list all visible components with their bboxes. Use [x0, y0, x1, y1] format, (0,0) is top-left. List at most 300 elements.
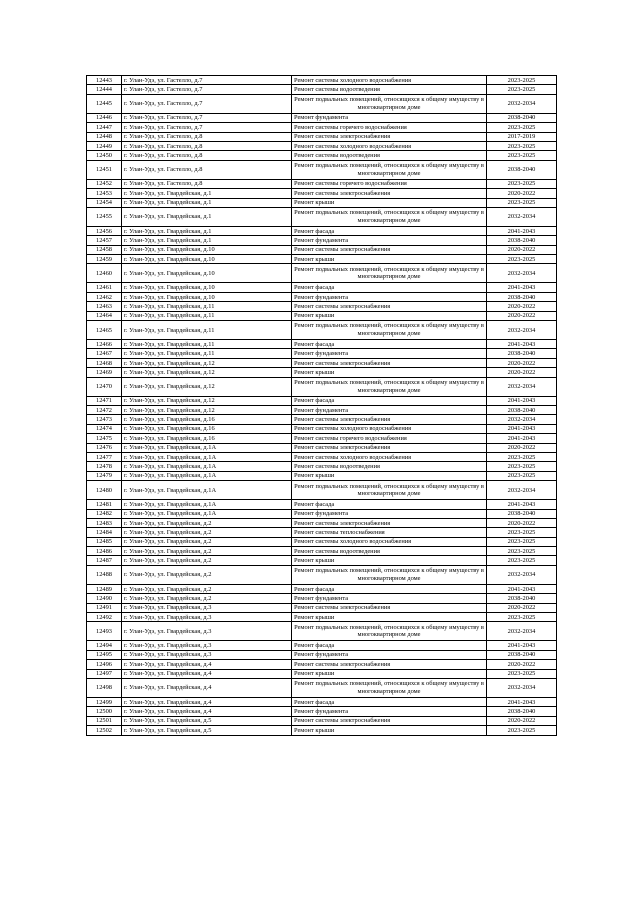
period-cell: 2038-2040 — [487, 707, 557, 716]
table-row — [87, 141, 557, 150]
row-number-cell: 12496 — [87, 660, 122, 669]
work-type-cell: Ремонт системы горячего водоснабжения — [292, 123, 487, 132]
table-row — [87, 283, 557, 292]
work-type-cell: Ремонт фасада — [292, 500, 487, 509]
table-row — [87, 94, 557, 113]
work-type-cell: Ремонт системы холодного водоснабжения — [292, 537, 487, 546]
period-cell: 2020-2022 — [487, 189, 557, 198]
table-row — [87, 500, 557, 509]
work-type-cell: Ремонт системы горячего водоснабжения — [292, 434, 487, 443]
period-cell: 2023-2025 — [487, 141, 557, 150]
work-type-cell: Ремонт крыши — [292, 613, 487, 622]
table-row — [87, 132, 557, 141]
row-number-cell: 12493 — [87, 622, 122, 641]
period-cell: 2038-2040 — [487, 236, 557, 245]
row-number-cell: 12472 — [87, 405, 122, 414]
table-row — [87, 179, 557, 188]
table-row — [87, 151, 557, 160]
table-row — [87, 321, 557, 340]
work-type-cell: Ремонт подвальных помещений, относящихся к общему имуществу в многоквартирном доме — [292, 264, 487, 283]
table-row — [87, 226, 557, 235]
period-cell: 2023-2025 — [487, 76, 557, 85]
period-cell: 2020-2022 — [487, 245, 557, 254]
work-type-cell: Ремонт системы электроснабжения — [292, 660, 487, 669]
row-number-cell: 12465 — [87, 321, 122, 340]
table-row — [87, 452, 557, 461]
period-cell: 2032-2034 — [487, 377, 557, 396]
table-row — [87, 613, 557, 622]
row-number-cell: 12459 — [87, 255, 122, 264]
period-cell: 2023-2025 — [487, 528, 557, 537]
address-cell: г. Улан-Удэ, ул. Гастелло, д.7 — [122, 85, 292, 94]
address-cell: г. Улан-Удэ, ул. Гвардейская, д.12 — [122, 358, 292, 367]
row-number-cell: 12483 — [87, 518, 122, 527]
table-row — [87, 123, 557, 132]
row-number-cell: 12456 — [87, 226, 122, 235]
period-cell: 2017-2019 — [487, 132, 557, 141]
work-type-cell: Ремонт системы электроснабжения — [292, 189, 487, 198]
row-number-cell: 12478 — [87, 462, 122, 471]
work-type-cell: Ремонт крыши — [292, 198, 487, 207]
address-cell: г. Улан-Удэ, ул. Гвардейская, д.1 — [122, 236, 292, 245]
address-cell: г. Улан-Удэ, ул. Гвардейская, д.3 — [122, 641, 292, 650]
period-cell: 2038-2040 — [487, 650, 557, 659]
table-row — [87, 189, 557, 198]
row-number-cell: 12452 — [87, 179, 122, 188]
work-type-cell: Ремонт системы электроснабжения — [292, 302, 487, 311]
period-cell: 2041-2043 — [487, 641, 557, 650]
row-number-cell: 12475 — [87, 434, 122, 443]
address-cell: г. Улан-Удэ, ул. Гвардейская, д.1 — [122, 198, 292, 207]
table-row — [87, 264, 557, 283]
document-page — [86, 75, 556, 736]
work-type-cell: Ремонт системы теплоснабжения — [292, 528, 487, 537]
table-row — [87, 471, 557, 480]
table-row — [87, 85, 557, 94]
table-row — [87, 650, 557, 659]
row-number-cell: 12451 — [87, 160, 122, 179]
address-cell: г. Улан-Удэ, ул. Гвардейская, д.1 — [122, 226, 292, 235]
row-number-cell: 12460 — [87, 264, 122, 283]
row-number-cell: 12485 — [87, 537, 122, 546]
period-cell: 2023-2025 — [487, 556, 557, 565]
address-cell: г. Улан-Удэ, ул. Гвардейская, д.11 — [122, 311, 292, 320]
address-cell: г. Улан-Удэ, ул. Гвардейская, д.12 — [122, 377, 292, 396]
work-type-cell: Ремонт системы горячего водоснабжения — [292, 179, 487, 188]
table-row — [87, 207, 557, 226]
period-cell: 2041-2043 — [487, 340, 557, 349]
period-cell: 2023-2025 — [487, 179, 557, 188]
period-cell: 2032-2034 — [487, 415, 557, 424]
row-number-cell: 12470 — [87, 377, 122, 396]
row-number-cell: 12457 — [87, 236, 122, 245]
table-row — [87, 518, 557, 527]
table-row — [87, 603, 557, 612]
period-cell: 2023-2025 — [487, 198, 557, 207]
row-number-cell: 12500 — [87, 707, 122, 716]
work-type-cell: Ремонт фундамента — [292, 292, 487, 301]
row-number-cell: 12448 — [87, 132, 122, 141]
period-cell: 2020-2022 — [487, 603, 557, 612]
work-type-cell: Ремонт крыши — [292, 368, 487, 377]
row-number-cell: 12481 — [87, 500, 122, 509]
work-type-cell: Ремонт подвальных помещений, относящихся к общему имуществу в многоквартирном доме — [292, 321, 487, 340]
row-number-cell: 12487 — [87, 556, 122, 565]
work-type-cell: Ремонт подвальных помещений, относящихся к общему имуществу в многоквартирном доме — [292, 622, 487, 641]
address-cell: г. Улан-Удэ, ул. Гастелло, д.8 — [122, 141, 292, 150]
work-type-cell: Ремонт системы холодного водоснабжения — [292, 76, 487, 85]
period-cell: 2020-2022 — [487, 358, 557, 367]
period-cell: 2020-2022 — [487, 518, 557, 527]
table-row — [87, 113, 557, 122]
table-body — [87, 76, 557, 736]
address-cell: г. Улан-Удэ, ул. Гвардейская, д.11 — [122, 349, 292, 358]
address-cell: г. Улан-Удэ, ул. Гвардейская, д.1А — [122, 509, 292, 518]
table-row — [87, 556, 557, 565]
row-number-cell: 12464 — [87, 311, 122, 320]
work-type-cell: Ремонт подвальных помещений, относящихся к общему имуществу в многоквартирном доме — [292, 481, 487, 500]
address-cell: г. Улан-Удэ, ул. Гвардейская, д.12 — [122, 396, 292, 405]
row-number-cell: 12444 — [87, 85, 122, 94]
address-cell: г. Улан-Удэ, ул. Гвардейская, д.2 — [122, 528, 292, 537]
row-number-cell: 12463 — [87, 302, 122, 311]
table-row — [87, 641, 557, 650]
period-cell: 2038-2040 — [487, 160, 557, 179]
work-type-cell: Ремонт системы водоотведения — [292, 462, 487, 471]
period-cell: 2032-2034 — [487, 565, 557, 584]
table-row — [87, 697, 557, 706]
address-cell: г. Улан-Удэ, ул. Гастелло, д.8 — [122, 160, 292, 179]
address-cell: г. Улан-Удэ, ул. Гвардейская, д.2 — [122, 537, 292, 546]
address-cell: г. Улан-Удэ, ул. Гастелло, д.7 — [122, 113, 292, 122]
address-cell: г. Улан-Удэ, ул. Гвардейская, д.3 — [122, 603, 292, 612]
period-cell: 2020-2022 — [487, 368, 557, 377]
row-number-cell: 12477 — [87, 452, 122, 461]
work-type-cell: Ремонт системы электроснабжения — [292, 245, 487, 254]
period-cell: 2023-2025 — [487, 547, 557, 556]
address-cell: г. Улан-Удэ, ул. Гвардейская, д.16 — [122, 434, 292, 443]
address-cell: г. Улан-Удэ, ул. Гвардейская, д.4 — [122, 707, 292, 716]
work-type-cell: Ремонт крыши — [292, 556, 487, 565]
work-type-cell: Ремонт системы электроснабжения — [292, 603, 487, 612]
address-cell: г. Улан-Удэ, ул. Гвардейская, д.12 — [122, 368, 292, 377]
row-number-cell: 12455 — [87, 207, 122, 226]
work-type-cell: Ремонт фасада — [292, 396, 487, 405]
work-type-cell: Ремонт крыши — [292, 669, 487, 678]
work-type-cell: Ремонт фундамента — [292, 650, 487, 659]
row-number-cell: 12468 — [87, 358, 122, 367]
row-number-cell: 12489 — [87, 584, 122, 593]
work-type-cell: Ремонт системы водоотведения — [292, 85, 487, 94]
work-type-cell: Ремонт системы электроснабжения — [292, 415, 487, 424]
address-cell: г. Улан-Удэ, ул. Гастелло, д.8 — [122, 132, 292, 141]
work-type-cell: Ремонт подвальных помещений, относящихся к общему имуществу в многоквартирном доме — [292, 678, 487, 697]
period-cell: 2041-2043 — [487, 697, 557, 706]
table-row — [87, 358, 557, 367]
address-cell: г. Улан-Удэ, ул. Гвардейская, д.16 — [122, 424, 292, 433]
period-cell: 2038-2040 — [487, 594, 557, 603]
row-number-cell: 12479 — [87, 471, 122, 480]
work-type-cell: Ремонт фасада — [292, 697, 487, 706]
address-cell: г. Улан-Удэ, ул. Гвардейская, д.4 — [122, 660, 292, 669]
row-number-cell: 12449 — [87, 141, 122, 150]
row-number-cell: 12473 — [87, 415, 122, 424]
row-number-cell: 12484 — [87, 528, 122, 537]
table-row — [87, 707, 557, 716]
address-cell: г. Улан-Удэ, ул. Гвардейская, д.1А — [122, 462, 292, 471]
table-row — [87, 594, 557, 603]
work-type-cell: Ремонт фундамента — [292, 509, 487, 518]
table-row — [87, 340, 557, 349]
period-cell: 2023-2025 — [487, 462, 557, 471]
work-type-cell: Ремонт системы электроснабжения — [292, 358, 487, 367]
work-type-cell: Ремонт системы водоотведения — [292, 547, 487, 556]
period-cell: 2032-2034 — [487, 207, 557, 226]
table-row — [87, 424, 557, 433]
address-cell: г. Улан-Удэ, ул. Гастелло, д.7 — [122, 76, 292, 85]
row-number-cell: 12480 — [87, 481, 122, 500]
row-number-cell: 12469 — [87, 368, 122, 377]
address-cell: г. Улан-Удэ, ул. Гвардейская, д.3 — [122, 613, 292, 622]
period-cell: 2038-2040 — [487, 509, 557, 518]
work-type-cell: Ремонт крыши — [292, 726, 487, 735]
work-type-cell: Ремонт фасада — [292, 641, 487, 650]
row-number-cell: 12458 — [87, 245, 122, 254]
row-number-cell: 12486 — [87, 547, 122, 556]
work-type-cell: Ремонт подвальных помещений, относящихся к общему имуществу в многоквартирном доме — [292, 377, 487, 396]
row-number-cell: 12447 — [87, 123, 122, 132]
row-number-cell: 12471 — [87, 396, 122, 405]
work-type-cell: Ремонт крыши — [292, 255, 487, 264]
period-cell: 2020-2022 — [487, 302, 557, 311]
row-number-cell: 12450 — [87, 151, 122, 160]
period-cell: 2032-2034 — [487, 678, 557, 697]
row-number-cell: 12497 — [87, 669, 122, 678]
period-cell: 2032-2034 — [487, 481, 557, 500]
address-cell: г. Улан-Удэ, ул. Гвардейская, д.10 — [122, 264, 292, 283]
table-row — [87, 255, 557, 264]
row-number-cell: 12498 — [87, 678, 122, 697]
period-cell: 2041-2043 — [487, 396, 557, 405]
row-number-cell: 12490 — [87, 594, 122, 603]
row-number-cell: 12502 — [87, 726, 122, 735]
period-cell: 2041-2043 — [487, 424, 557, 433]
work-type-cell: Ремонт фасада — [292, 226, 487, 235]
address-cell: г. Улан-Удэ, ул. Гвардейская, д.5 — [122, 726, 292, 735]
period-cell: 2032-2034 — [487, 321, 557, 340]
work-type-cell: Ремонт крыши — [292, 311, 487, 320]
row-number-cell: 12462 — [87, 292, 122, 301]
address-cell: г. Улан-Удэ, ул. Гвардейская, д.2 — [122, 584, 292, 593]
address-cell: г. Улан-Удэ, ул. Гастелло, д.8 — [122, 179, 292, 188]
row-number-cell: 12488 — [87, 565, 122, 584]
work-type-cell: Ремонт системы электроснабжения — [292, 518, 487, 527]
address-cell: г. Улан-Удэ, ул. Гвардейская, д.2 — [122, 565, 292, 584]
period-cell: 2041-2043 — [487, 584, 557, 593]
period-cell: 2038-2040 — [487, 292, 557, 301]
period-cell: 2023-2025 — [487, 255, 557, 264]
period-cell: 2038-2040 — [487, 349, 557, 358]
table-row — [87, 292, 557, 301]
table-row — [87, 302, 557, 311]
period-cell: 2023-2025 — [487, 537, 557, 546]
work-type-cell: Ремонт фундамента — [292, 236, 487, 245]
period-cell: 2020-2022 — [487, 443, 557, 452]
address-cell: г. Улан-Удэ, ул. Гвардейская, д.11 — [122, 321, 292, 340]
table-row — [87, 443, 557, 452]
period-cell: 2020-2022 — [487, 716, 557, 725]
address-cell: г. Улан-Удэ, ул. Гвардейская, д.1А — [122, 500, 292, 509]
address-cell: г. Улан-Удэ, ул. Гвардейская, д.10 — [122, 245, 292, 254]
period-cell: 2023-2025 — [487, 452, 557, 461]
address-cell: г. Улан-Удэ, ул. Гвардейская, д.11 — [122, 340, 292, 349]
work-type-cell: Ремонт системы электроснабжения — [292, 716, 487, 725]
table-row — [87, 198, 557, 207]
work-type-cell: Ремонт подвальных помещений, относящихся к общему имуществу в многоквартирном доме — [292, 94, 487, 113]
work-type-cell: Ремонт фундамента — [292, 405, 487, 414]
table-row — [87, 396, 557, 405]
period-cell: 2041-2043 — [487, 434, 557, 443]
period-cell: 2020-2022 — [487, 311, 557, 320]
address-cell: г. Улан-Удэ, ул. Гвардейская, д.5 — [122, 716, 292, 725]
table-row — [87, 481, 557, 500]
address-cell: г. Улан-Удэ, ул. Гвардейская, д.1А — [122, 471, 292, 480]
table-row — [87, 537, 557, 546]
row-number-cell: 12494 — [87, 641, 122, 650]
table-row — [87, 678, 557, 697]
row-number-cell: 12443 — [87, 76, 122, 85]
work-type-cell: Ремонт подвальных помещений, относящихся к общему имуществу в многоквартирном доме — [292, 207, 487, 226]
table-row — [87, 660, 557, 669]
row-number-cell: 12445 — [87, 94, 122, 113]
work-type-cell: Ремонт фасада — [292, 584, 487, 593]
address-cell: г. Улан-Удэ, ул. Гвардейская, д.2 — [122, 547, 292, 556]
table-row — [87, 311, 557, 320]
period-cell: 2041-2043 — [487, 283, 557, 292]
row-number-cell: 12476 — [87, 443, 122, 452]
table-row — [87, 76, 557, 85]
period-cell: 2038-2040 — [487, 113, 557, 122]
work-type-cell: Ремонт подвальных помещений, относящихся к общему имуществу в многоквартирном доме — [292, 565, 487, 584]
address-cell: г. Улан-Удэ, ул. Гвардейская, д.1А — [122, 481, 292, 500]
table-row — [87, 160, 557, 179]
table-row — [87, 434, 557, 443]
period-cell: 2023-2025 — [487, 726, 557, 735]
table-row — [87, 622, 557, 641]
work-type-cell: Ремонт системы холодного водоснабжения — [292, 141, 487, 150]
address-cell: г. Улан-Удэ, ул. Гастелло, д.7 — [122, 94, 292, 113]
address-cell: г. Улан-Удэ, ул. Гвардейская, д.1А — [122, 443, 292, 452]
row-number-cell: 12446 — [87, 113, 122, 122]
work-type-cell: Ремонт фундамента — [292, 707, 487, 716]
row-number-cell: 12501 — [87, 716, 122, 725]
address-cell: г. Улан-Удэ, ул. Гвардейская, д.1 — [122, 189, 292, 198]
address-cell: г. Улан-Удэ, ул. Гвардейская, д.2 — [122, 594, 292, 603]
row-number-cell: 12492 — [87, 613, 122, 622]
address-cell: г. Улан-Удэ, ул. Гвардейская, д.4 — [122, 678, 292, 697]
address-cell: г. Улан-Удэ, ул. Гвардейская, д.10 — [122, 283, 292, 292]
table-row — [87, 547, 557, 556]
address-cell: г. Улан-Удэ, ул. Гвардейская, д.10 — [122, 255, 292, 264]
table-row — [87, 245, 557, 254]
address-cell: г. Улан-Удэ, ул. Гвардейская, д.2 — [122, 518, 292, 527]
table-row — [87, 528, 557, 537]
address-cell: г. Улан-Удэ, ул. Гвардейская, д.2 — [122, 556, 292, 565]
address-cell: г. Улан-Удэ, ул. Гвардейская, д.4 — [122, 697, 292, 706]
work-type-cell: Ремонт системы водоотведения — [292, 151, 487, 160]
table-row — [87, 349, 557, 358]
period-cell: 2038-2040 — [487, 405, 557, 414]
work-type-cell: Ремонт фасада — [292, 340, 487, 349]
period-cell: 2023-2025 — [487, 613, 557, 622]
period-cell: 2041-2043 — [487, 500, 557, 509]
address-cell: г. Улан-Удэ, ул. Гвардейская, д.3 — [122, 650, 292, 659]
row-number-cell: 12482 — [87, 509, 122, 518]
period-cell: 2020-2022 — [487, 660, 557, 669]
period-cell: 2032-2034 — [487, 94, 557, 113]
period-cell: 2023-2025 — [487, 471, 557, 480]
address-cell: г. Улан-Удэ, ул. Гвардейская, д.1 — [122, 207, 292, 226]
table-row — [87, 726, 557, 735]
table-row — [87, 377, 557, 396]
address-cell: г. Улан-Удэ, ул. Гвардейская, д.12 — [122, 405, 292, 414]
row-number-cell: 12491 — [87, 603, 122, 612]
table-row — [87, 584, 557, 593]
row-number-cell: 12461 — [87, 283, 122, 292]
address-cell: г. Улан-Удэ, ул. Гвардейская, д.1А — [122, 452, 292, 461]
work-type-cell: Ремонт фундамента — [292, 113, 487, 122]
row-number-cell: 12467 — [87, 349, 122, 358]
row-number-cell: 12466 — [87, 340, 122, 349]
address-cell: г. Улан-Удэ, ул. Гвардейская, д.4 — [122, 669, 292, 678]
address-cell: г. Улан-Удэ, ул. Гвардейская, д.16 — [122, 415, 292, 424]
repair-schedule-table — [86, 75, 557, 736]
period-cell: 2032-2034 — [487, 264, 557, 283]
address-cell: г. Улан-Удэ, ул. Гастелло, д.8 — [122, 151, 292, 160]
table-row — [87, 669, 557, 678]
work-type-cell: Ремонт системы холодного водоснабжения — [292, 424, 487, 433]
table-row — [87, 509, 557, 518]
row-number-cell: 12454 — [87, 198, 122, 207]
address-cell: г. Улан-Удэ, ул. Гвардейская, д.3 — [122, 622, 292, 641]
table-row — [87, 236, 557, 245]
period-cell: 2023-2025 — [487, 123, 557, 132]
row-number-cell: 12453 — [87, 189, 122, 198]
row-number-cell: 12499 — [87, 697, 122, 706]
table-row — [87, 368, 557, 377]
table-row — [87, 405, 557, 414]
work-type-cell: Ремонт системы электроснабжения — [292, 132, 487, 141]
table-row — [87, 565, 557, 584]
work-type-cell: Ремонт фасада — [292, 283, 487, 292]
work-type-cell: Ремонт крыши — [292, 471, 487, 480]
work-type-cell: Ремонт фундамента — [292, 349, 487, 358]
work-type-cell: Ремонт фундамента — [292, 594, 487, 603]
period-cell: 2023-2025 — [487, 85, 557, 94]
period-cell: 2023-2025 — [487, 151, 557, 160]
table-row — [87, 415, 557, 424]
work-type-cell: Ремонт подвальных помещений, относящихся к общему имуществу в многоквартирном доме — [292, 160, 487, 179]
row-number-cell: 12474 — [87, 424, 122, 433]
work-type-cell: Ремонт системы холодного водоснабжения — [292, 452, 487, 461]
table-row — [87, 462, 557, 471]
address-cell: г. Улан-Удэ, ул. Гвардейская, д.11 — [122, 302, 292, 311]
table-row — [87, 716, 557, 725]
address-cell: г. Улан-Удэ, ул. Гвардейская, д.10 — [122, 292, 292, 301]
period-cell: 2041-2043 — [487, 226, 557, 235]
period-cell: 2032-2034 — [487, 622, 557, 641]
period-cell: 2023-2025 — [487, 669, 557, 678]
